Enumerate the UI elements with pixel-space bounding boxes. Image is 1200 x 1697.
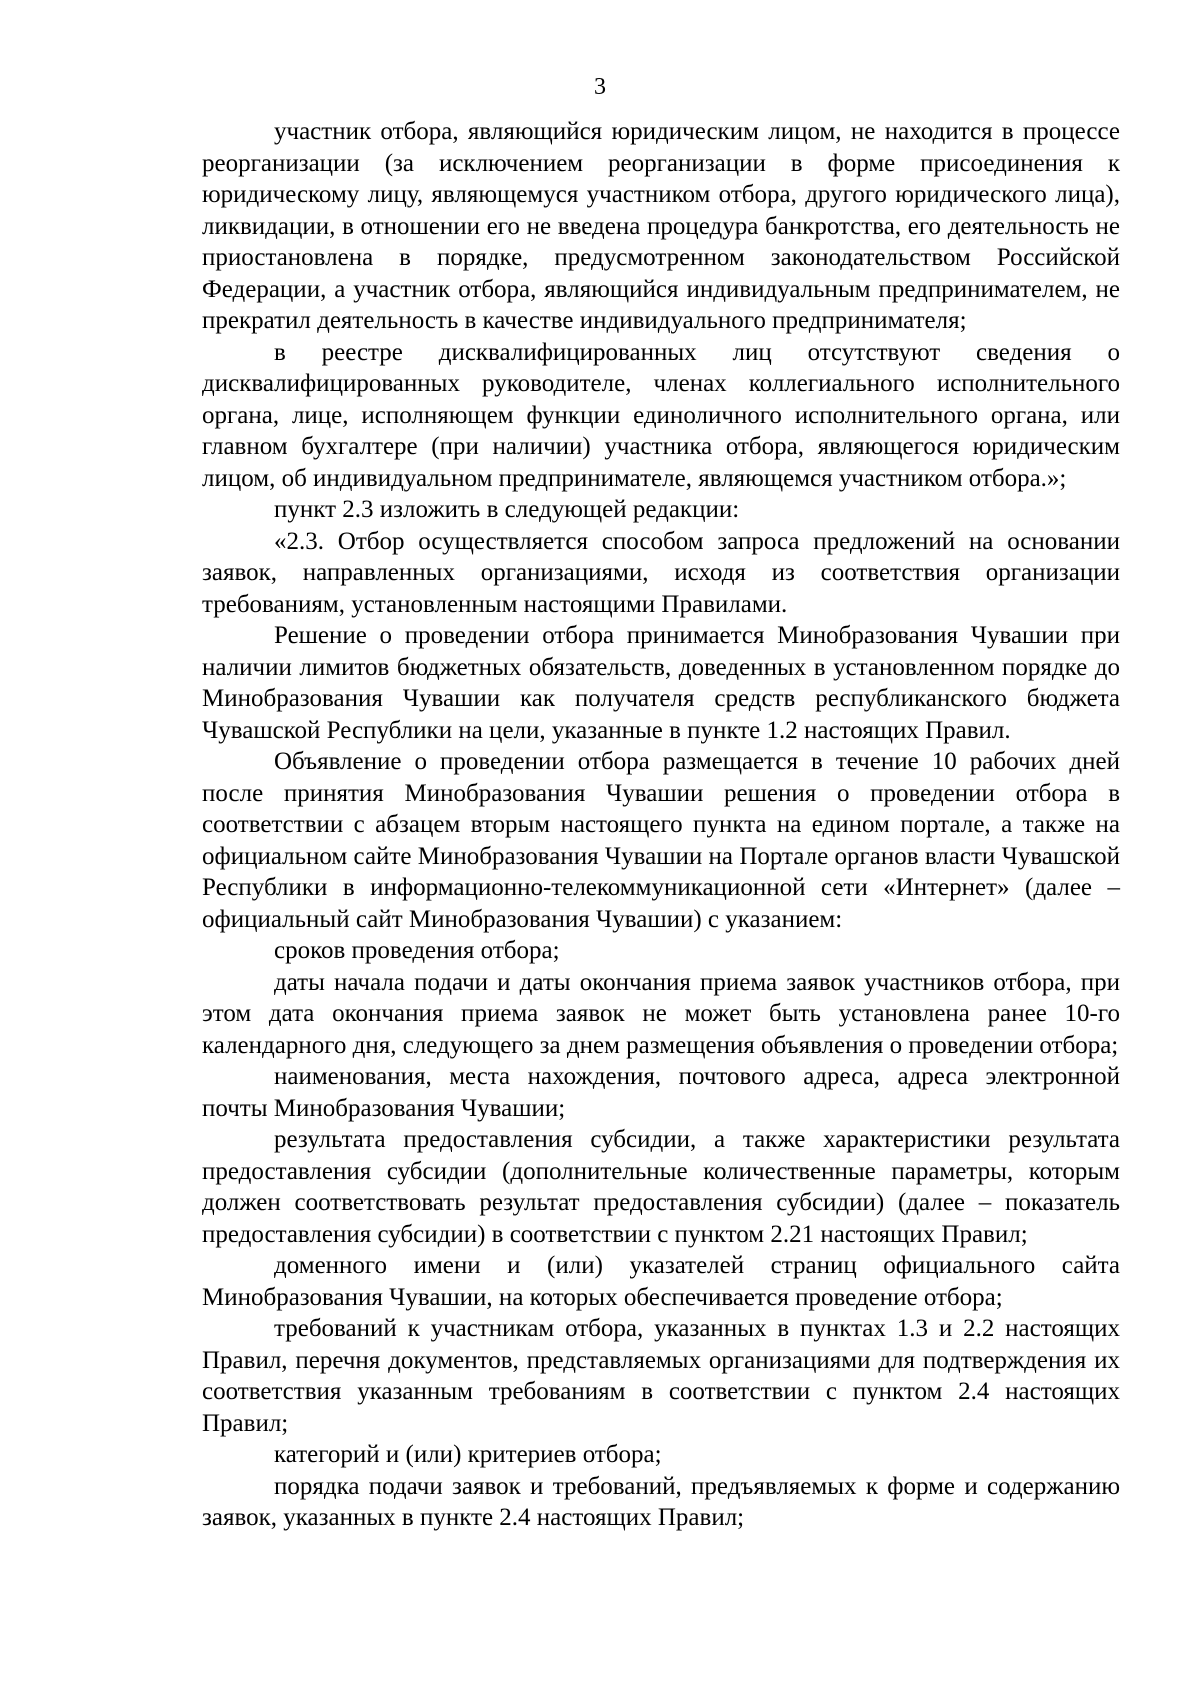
paragraph: сроков проведения отбора; bbox=[274, 937, 560, 964]
paragraph: категорий и (или) критериев отбора; bbox=[274, 1441, 662, 1468]
paragraph: доменного имени и (или) указателей страниц официального сайта Минобразования Чувашии, на которых обеспечивается проведение отбора; bbox=[202, 1252, 1120, 1311]
paragraph: требований к участникам отбора, указанных в пунктах 1.3 и 2.2 настоящих Правил, перечня документов, представляемых организациями для подтверждения их соответствия указанным требованиям в соответствии с пунктом 2.4 настоящих Правил; bbox=[202, 1315, 1120, 1437]
paragraph: Объявление о проведении отбора размещается в течение 10 рабочих дней после принятия Минобразования Чувашии решения о проведении отбора в соответствии с абзацем вторым настоящего пункта на едином портале, а также на официальном сайте Минобразования Чувашии на Портале органов власти Чувашской Республики в информационно-телекоммуникационной сети «Интернет» (далее – официальный сайт Минобразования Чувашии) с указанием: bbox=[202, 748, 1120, 933]
document-body bbox=[202, 116, 1120, 1534]
paragraph: в реестре дисквалифицированных лиц отсутствуют сведения о дисквалифицированных руководителе, членах коллегиального исполнительного органа, лице, исполняющем функции единоличного исполнительного органа, или главном бухгалтере (при наличии) участника отбора, являющегося юридическим лицом, об индивидуальном предпринимателе, являющемся участником отбора.»; bbox=[202, 338, 1120, 492]
paragraph: пункт 2.3 изложить в следующей редакции: bbox=[274, 496, 740, 523]
paragraph: «2.3. Отбор осуществляется способом запроса предложений на основании заявок, направленных организациями, исходя из соответствия организации требованиям, установленным настоящими Правилами. bbox=[202, 527, 1120, 618]
paragraph: участник отбора, являющийся юридическим лицом, не находится в процессе реорганизации (за исключением реорганизации в форме присоединения к юридическому лицу, являющемуся участником отбора, другого юридического лица), ликвидации, в отношении его не введена процедура банкротства, его деятельность не приостановлена в порядке, предусмотренном законодательством Российской Федерации, а участник отбора, являющийся индивидуальным предпринимателем, не прекратил деятельность в качестве индивидуального предпринимателя; bbox=[202, 118, 1120, 334]
paragraph: Решение о проведении отбора принимается Минобразования Чувашии при наличии лимитов бюджетных обязательств, доведенных в установленном порядке до Минобразования Чувашии как получателя средств республиканского бюджета Чувашской Республики на цели, указанные в пункте 1.2 настоящих Правил. bbox=[202, 622, 1120, 744]
page-number: 3 bbox=[594, 74, 606, 100]
paragraph: наименования, места нахождения, почтового адреса, адреса электронной почты Минобразования Чувашии; bbox=[202, 1063, 1120, 1122]
paragraph: порядка подачи заявок и требований, предъявляемых к форме и содержанию заявок, указанных в пункте 2.4 настоящих Правил; bbox=[202, 1472, 1120, 1531]
paragraph: даты начала подачи и даты окончания приема заявок участников отбора, при этом дата окончания приема заявок не может быть установлена ранее 10-го календарного дня, следующего за днем размещения объявления о проведении отбора; bbox=[202, 968, 1120, 1059]
paragraph: результата предоставления субсидии, а также характеристики результата предоставления субсидии (дополнительные количественные параметры, которым должен соответствовать результат предоставления субсидии) (далее – показатель предоставления субсидии) в соответствии с пунктом 2.21 настоящих Правил; bbox=[202, 1126, 1120, 1248]
